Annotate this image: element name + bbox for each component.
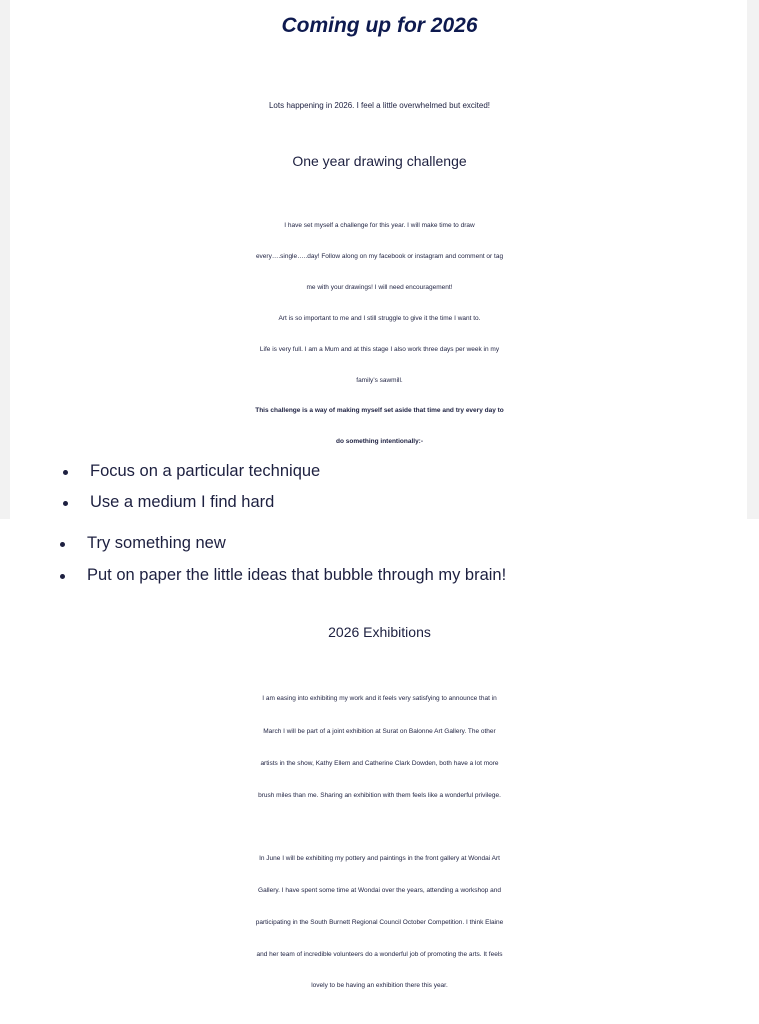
bullet-text: Focus on a particular technique bbox=[90, 462, 321, 480]
exhibitions-paragraph-line: I am easing into exhibiting my work and it feels very satisfying to announce that in bbox=[262, 695, 497, 702]
exhibitions-paragraph-line: brush miles than me. Sharing an exhibition with them feels like a wonderful privilege. bbox=[258, 792, 501, 799]
challenge-line: every….single…..day! Follow along on my facebook or instagram and comment or tag bbox=[255, 253, 504, 260]
challenge-bold-line: This challenge is a way of making myself set aside that time and try every day to bbox=[255, 407, 504, 414]
bullet-text: Use a medium I find hard bbox=[90, 493, 275, 511]
bullet-icon bbox=[60, 542, 65, 547]
exhibitions-paragraph-line: participating in the South Burnett Regional Council October Competition. I think Elaine bbox=[255, 919, 504, 926]
page-title: Coming up for 2026 bbox=[281, 14, 478, 37]
exhibitions-paragraph-line: and her team of incredible volunteers do a wonderful job of promoting the arts. It feels bbox=[256, 951, 503, 958]
challenge-bold-line: do something intentionally:- bbox=[335, 438, 424, 445]
challenge-heading: One year drawing challenge bbox=[292, 153, 467, 169]
challenge-line: I have set myself a challenge for this year. I will make time to draw bbox=[284, 222, 475, 229]
intro-text: Lots happening in 2026. I feel a little overwhelmed but excited! bbox=[268, 101, 491, 110]
exhibitions-heading: 2026 Exhibitions bbox=[328, 624, 431, 640]
bullet-icon bbox=[63, 470, 68, 475]
challenge-line: Art is so important to me and I still struggle to give it the time I want to. bbox=[278, 315, 481, 322]
bullet-icon bbox=[60, 574, 65, 579]
challenge-line: family’s sawmill. bbox=[356, 377, 403, 384]
exhibitions-paragraph-line: In June I will be exhibiting my pottery and paintings in the front gallery at Wondai Art bbox=[259, 855, 500, 862]
bullet-text: Put on paper the little ideas that bubble through my brain! bbox=[87, 566, 507, 584]
exhibitions-paragraph-line: March I will be part of a joint exhibition at Surat on Balonne Art Gallery. The other bbox=[263, 728, 496, 735]
challenge-line: Life is very full. I am a Mum and at this stage I also work three days per week in my bbox=[259, 346, 500, 353]
exhibitions-paragraph-line: artists in the show, Kathy Ellem and Catherine Clark Dowden, both have a lot more bbox=[260, 760, 499, 767]
exhibitions-paragraph-line: Gallery. I have spent some time at Wondai over the years, attending a workshop and bbox=[258, 887, 501, 894]
exhibitions-paragraph-line: lovely to be having an exhibition there this year. bbox=[311, 982, 448, 989]
challenge-line: me with your drawings! I will need encouragement! bbox=[306, 284, 453, 291]
bullet-icon bbox=[63, 501, 68, 506]
bullet-text: Try something new bbox=[87, 534, 226, 552]
